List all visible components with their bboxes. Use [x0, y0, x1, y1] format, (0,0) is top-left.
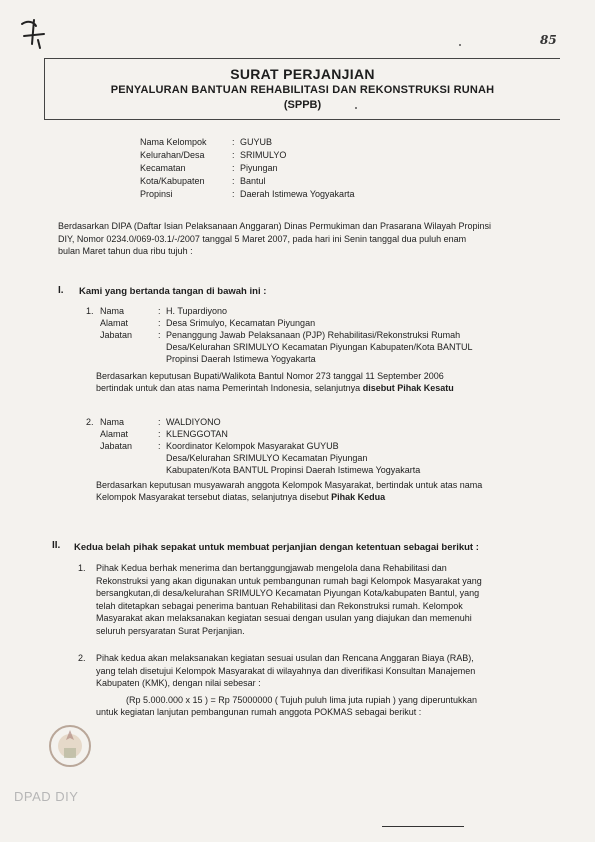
item-line: Rekonstruksi yang akan digunakan untuk pembangunan rumah bagi Kelompok Masyarakat yang [96, 575, 482, 586]
party-designation: Pihak Kedua [331, 492, 386, 502]
party-address: Desa Srimulyo, Kecamatan Piyungan [166, 318, 316, 328]
item-line: telah ditetapkan sebagai penerima bantuan Rehabilitasi dan Rekonstruksi rumah. Kelompok [96, 600, 463, 611]
item-line: bersangkutan,di desa/kelurahan SRIMULYO Kecamatan Piyungan Kota/kabupaten Bantul, yang [96, 588, 480, 598]
page-number: 85 [540, 33, 557, 47]
item-number: 2. [78, 653, 86, 663]
party-one: 1. Nama : H. Tupardiyono Alamat : Desa Srimulyo, Kecamatan Piyungan Jabatan : Penanggung Jawab Pelaksanaan (PJP) Rehabilitasi/Rekonstruksi Rumah Desa/Kelurahan SRIMULYO Kecamatan Piyungan Kabupaten/Kota BANTUL Propinsi Daerah Istimewa Yogyakarta Berdasarkan keputusan Bupati/Walikota Bantul Nomor 273 tanggal 11 September 2006 bertindak untuk dan atas nama Pemerintah Indonesia, selanjutnya disebut Pihak Kesatu [86, 305, 556, 394]
item-line: Masyarakat akan melaksanakan kegiatan sesuai dengan usulan yang diajukan dan memenuhi [96, 613, 472, 623]
party-number: 1. [86, 306, 94, 316]
intro-line: Berdasarkan DIPA (Daftar Isian Pelaksanaan Anggaran) Dinas Permukiman dan Prasarana Wilayah Propinsi [58, 221, 492, 231]
intro-line: bulan Maret tahun dua ribu tujuh : [58, 246, 193, 256]
party-label: Nama [100, 306, 125, 316]
item-line: Pihak kedua akan melaksanakan kegiatan sesuai usulan dan Rencana Anggaran Biaya (RAB), [96, 653, 474, 663]
party-position: Penanggung Jawab Pelaksanaan (PJP) Rehabilitasi/Rekonstruksi Rumah [166, 330, 461, 340]
group-info [140, 136, 355, 201]
info-row-kecamatan: Kecamatan : Piyungan [140, 163, 278, 173]
agreement-item-1 [96, 562, 548, 637]
party-position-cont: Desa/Kelurahan SRIMULYO Kecamatan Piyungan Kabupaten/Kota BANTUL [166, 342, 473, 352]
amount-line: (Rp 5.000.000 x 15 ) = Rp 75000000 ( Tujuh puluh lima juta rupiah ) yang diperuntukkan [126, 694, 477, 705]
seal-emblem-icon [46, 722, 94, 770]
party-basis-line: bertindak untuk dan atas nama Pemerintah Indonesia, selanjutnya disebut Pihak Kesatu [96, 383, 454, 393]
party-label: Alamat [100, 429, 129, 439]
party-position-cont: Propinsi Daerah Istimewa Yogyakarta [166, 354, 316, 364]
section-number: II. [52, 540, 61, 551]
item-line: seluruh persyaratan Surat Perjanjian. [96, 625, 245, 636]
section-number: I. [58, 285, 64, 296]
info-row-nama-kelompok: Nama Kelompok : GUYUB [140, 137, 273, 147]
party-label: Jabatan [100, 330, 133, 340]
party-basis: Berdasarkan keputusan Bupati/Walikota Bantul Nomor 273 tanggal 11 September 2006 [96, 371, 444, 381]
info-value: SRIMULYO [240, 150, 287, 160]
info-value: Daerah Istimewa Yogyakarta [240, 189, 355, 199]
info-label: Kota/Kabupaten [140, 176, 205, 186]
party-number: 2. [86, 417, 94, 427]
signature-line [382, 826, 464, 827]
party-name: WALDIYONO [166, 417, 221, 427]
section-heading: Kedua belah pihak sepakat untuk membuat perjanjian dengan ketentuan sebagai berikut : [74, 542, 479, 553]
party-designation: disebut Pihak Kesatu [362, 383, 454, 393]
document-abbreviation: (SPPB) [283, 99, 322, 111]
item-line: Kabupaten (KMK), dengan nilai sebesar : [96, 678, 261, 688]
info-label: Nama Kelompok [140, 137, 207, 147]
info-label: Propinsi [140, 189, 173, 199]
agreement-item-2 [96, 652, 548, 719]
info-row-kelurahan: Kelurahan/Desa : SRIMULYO [140, 150, 287, 160]
party-name: H. Tupardiyono [166, 306, 228, 316]
party-basis-line: Kelompok Masyarakat tersebut diatas, selanjutnya disebut Pihak Kedua [96, 492, 386, 502]
info-label: Kecamatan [140, 163, 186, 173]
document-subtitle: PENYALURAN BANTUAN REHABILITASI DAN REKONSTRUKSI RUNAH [110, 84, 495, 96]
info-value: Bantul [240, 176, 266, 186]
speck [459, 44, 461, 46]
intro-paragraph [58, 220, 558, 258]
title-box [44, 58, 560, 120]
item-line: untuk kegiatan lanjutan pembangunan rumah anggota POKMAS sebagai berikut : [96, 707, 422, 717]
party-position-cont: Desa/Kelurahan SRIMULYO Kecamatan Piyungan [166, 453, 368, 463]
watermark: DPAD DIY [14, 789, 79, 804]
party-address: KLENGGOTAN [166, 429, 228, 439]
handwritten-mark-icon [14, 14, 54, 54]
item-line: Pihak Kedua berhak menerima dan bertanggungjawab mengelola dana Rehabilitasi dan [96, 563, 447, 573]
document-title: SURAT PERJANJIAN [230, 66, 375, 82]
info-row-propinsi: Propinsi : Daerah Istimewa Yogyakarta [140, 189, 355, 199]
party-position-cont: Kabupaten/Kota BANTUL Propinsi Daerah Istimewa Yogyakarta [166, 465, 421, 475]
item-line: yang telah disetujui Kelompok Masyarakat di wilayahnya dan diverifikasi Konsultan Manajemen [96, 665, 476, 676]
info-label: Kelurahan/Desa [140, 150, 205, 160]
intro-line: DIY, Nomor 0234.0/069-03.1/-/2007 tanggal 5 Maret 2007, pada hari ini Senin tanggal dua puluh enam [58, 233, 467, 244]
party-basis: Berdasarkan keputusan musyawarah anggota Kelompok Masyarakat, bertindak untuk atas nama [96, 480, 483, 490]
party-label: Jabatan [100, 441, 133, 451]
info-value: GUYUB [240, 137, 273, 147]
info-row-kabupaten: Kota/Kabupaten : Bantul [140, 176, 266, 186]
party-position: Koordinator Kelompok Masyarakat GUYUB [166, 441, 339, 451]
item-number: 1. [78, 563, 86, 573]
info-value: Piyungan [240, 163, 278, 173]
party-label: Nama [100, 417, 125, 427]
party-label: Alamat [100, 318, 129, 328]
party-two: 2. Nama : WALDIYONO Alamat : KLENGGOTAN Jabatan : Koordinator Kelompok Masyarakat GUYUB Desa/Kelurahan SRIMULYO Kecamatan Piyungan Kabupaten/Kota BANTUL Propinsi Daerah Istimewa Yogyakarta Berdasarkan keputusan musyawarah anggota Kelompok Masyarakat, bertindak untuk atas nama Kelompok Masyarakat tersebut diatas, selanjutnya disebut Pihak Kedua [86, 416, 556, 503]
section-heading: Kami yang bertanda tangan di bawah ini : [79, 286, 267, 297]
